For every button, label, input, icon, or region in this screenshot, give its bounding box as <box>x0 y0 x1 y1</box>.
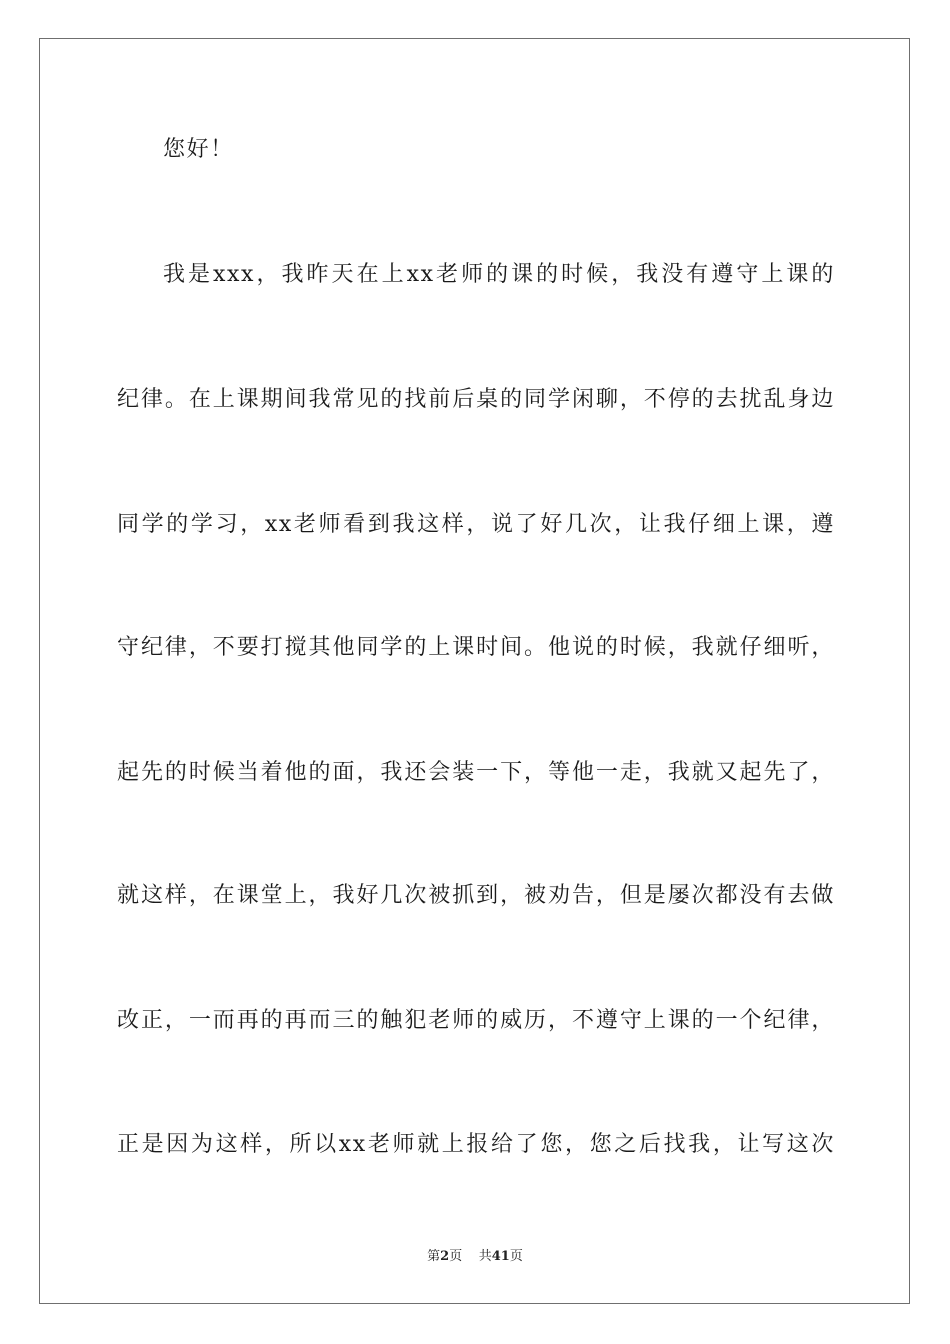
page-label-suffix: 页 <box>449 1249 463 1264</box>
paragraph-line: 守纪律，不要打搅其他同学的上课时间。他说的时候，我就仔细听， <box>117 635 835 660</box>
total-label-suffix: 页 <box>509 1249 523 1264</box>
page-footer <box>0 1248 950 1266</box>
paragraph-line: 就这样，在课堂上，我好几次被抓到，被劝告，但是屡次都没有去做 <box>117 883 835 908</box>
paragraph-line: 纪律。在上课期间我常见的找前后桌的同学闲聊，不停的去扰乱身边 <box>117 387 835 412</box>
total-label-prefix: 共 <box>478 1249 492 1264</box>
paragraph-line: 改正，一而再的再而三的触犯老师的威历，不遵守上课的一个纪律， <box>117 1008 835 1033</box>
total-pages: 41 <box>491 1249 510 1264</box>
page-number: 2 <box>440 1249 450 1264</box>
page-border <box>39 38 910 1304</box>
greeting: 您好！ <box>163 137 234 162</box>
paragraph-line: 正是因为这样，所以xx老师就上报给了您，您之后找我，让写这次 <box>117 1132 835 1157</box>
paragraph-line: 起先的时候当着他的面，我还会装一下，等他一走，我就又起先了， <box>117 760 835 785</box>
paragraph-line: 我是xxx，我昨天在上xx老师的课的时候，我没有遵守上课的 <box>163 262 835 287</box>
paragraph-line: 同学的学习，xx老师看到我这样，说了好几次，让我仔细上课，遵 <box>117 512 835 537</box>
page-label-prefix: 第 <box>427 1249 441 1264</box>
